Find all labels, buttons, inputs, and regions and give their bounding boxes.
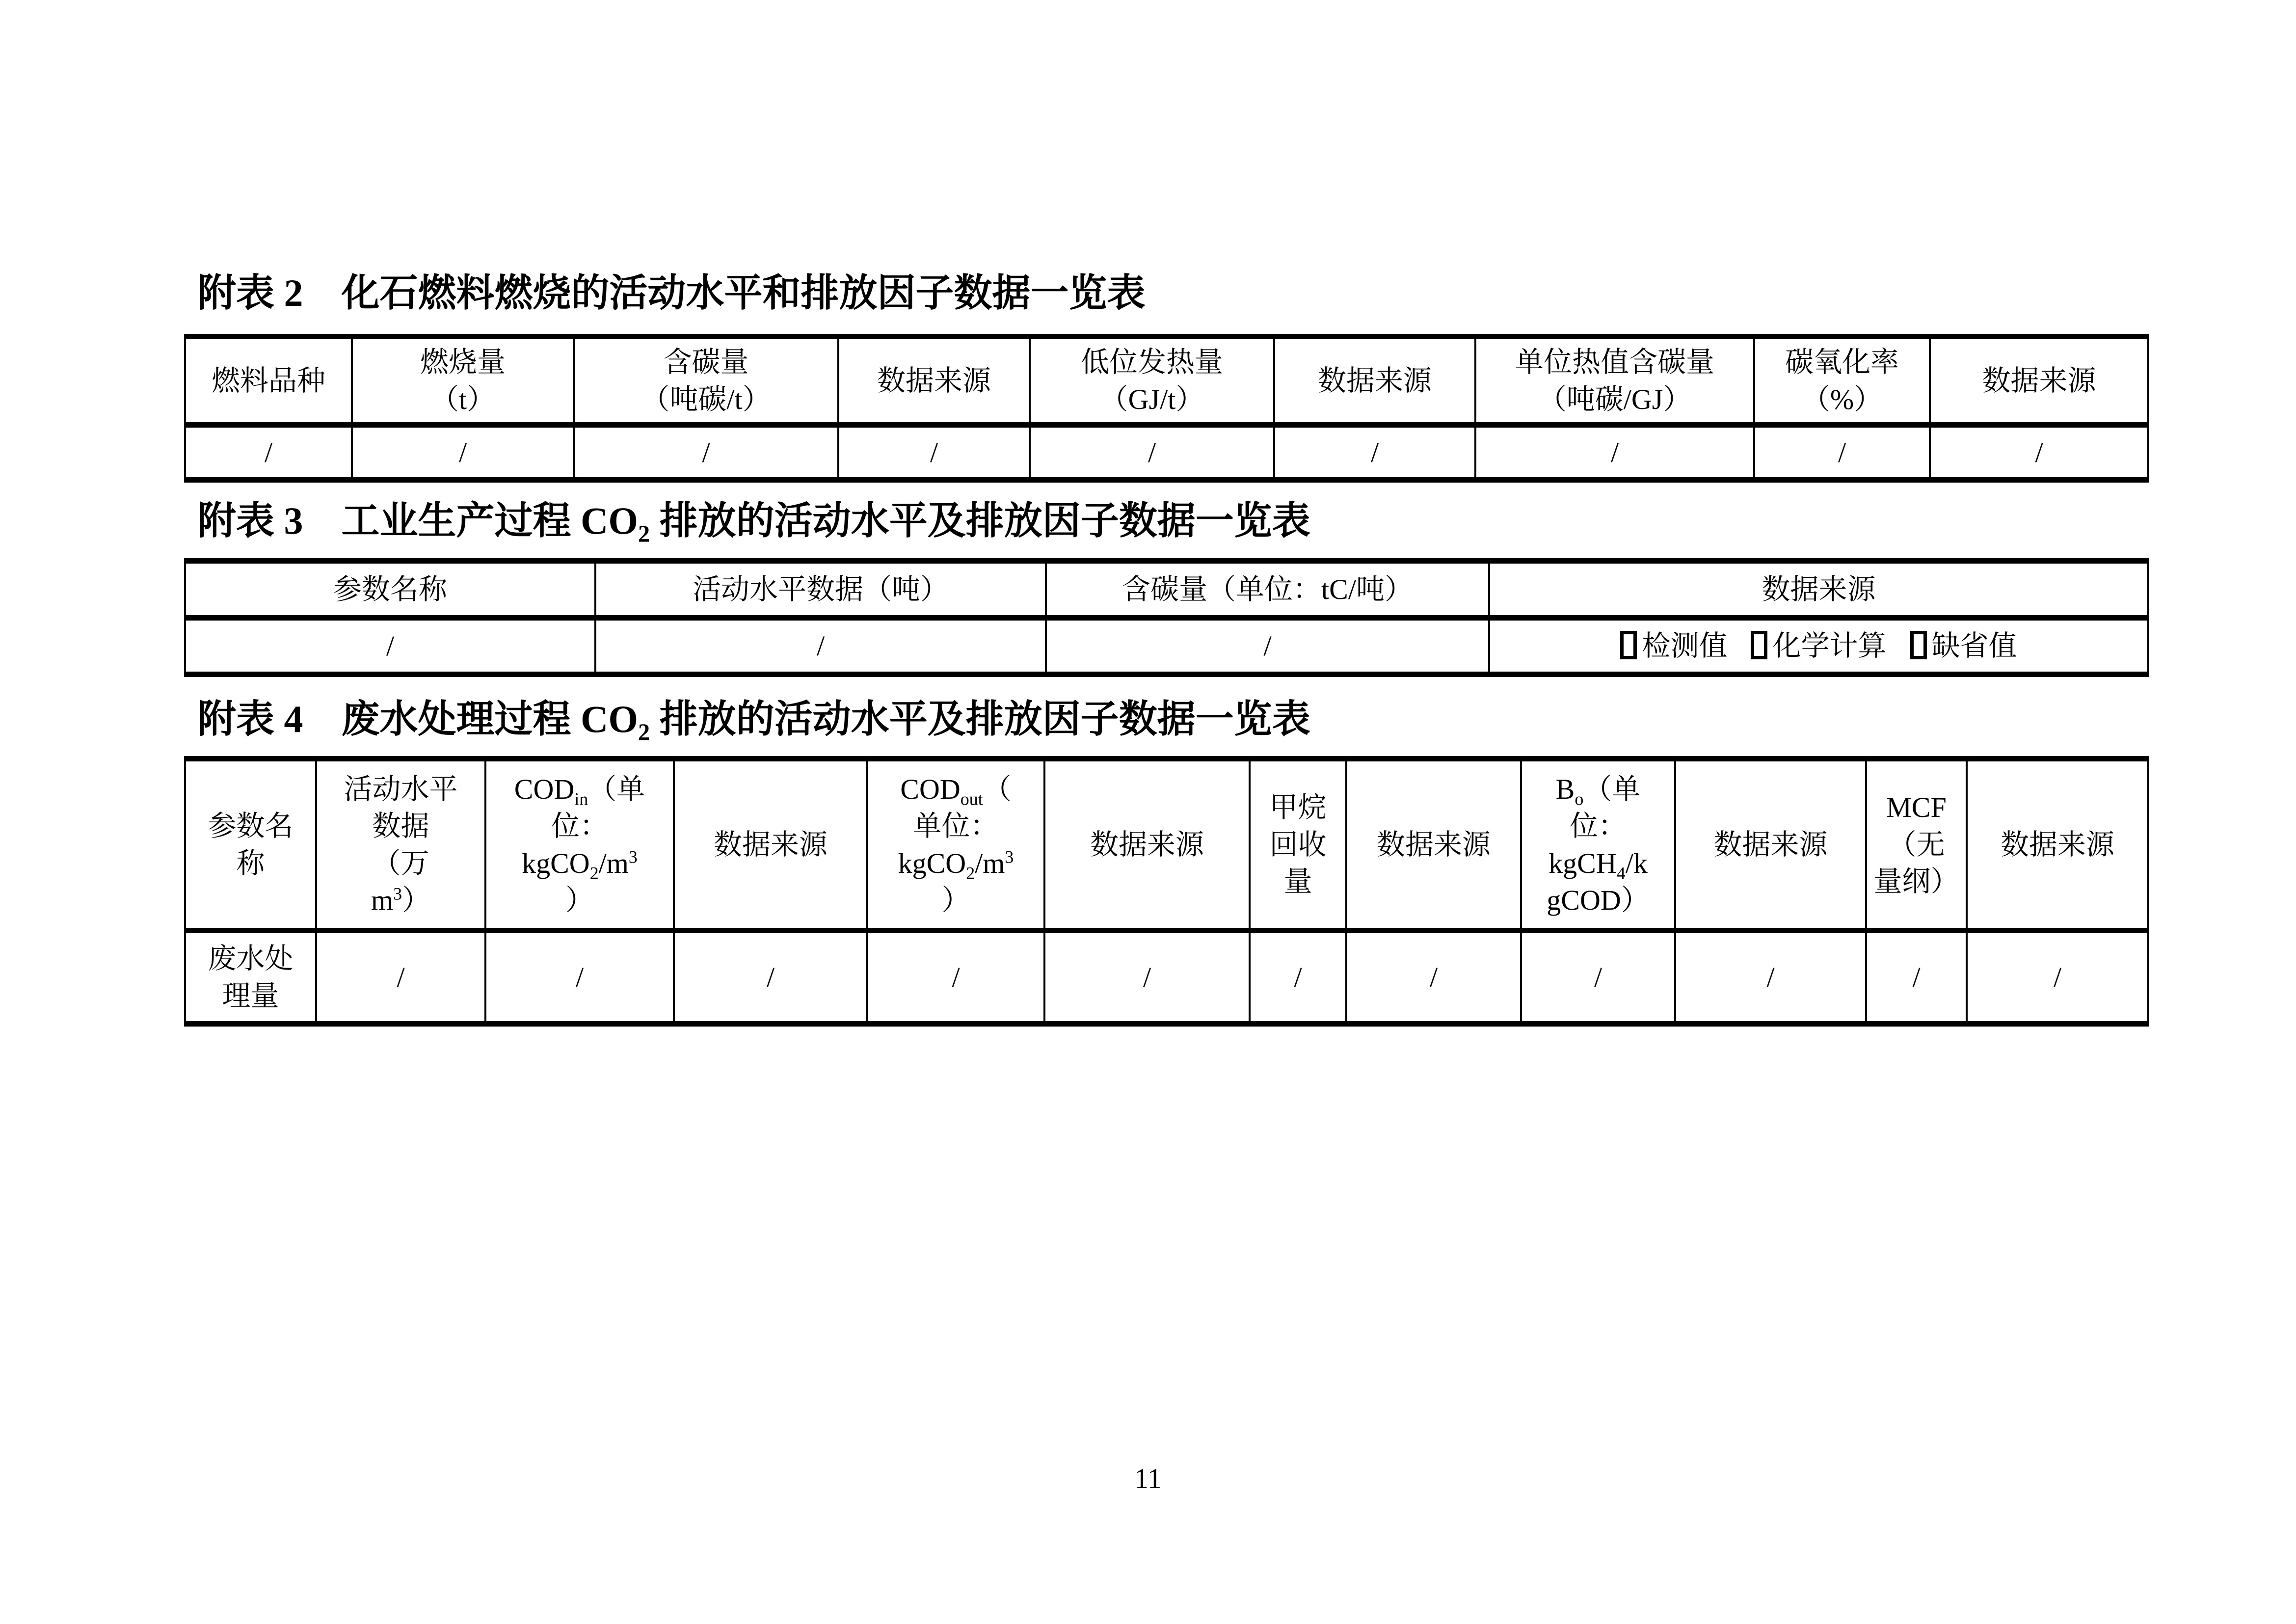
table-wastewater-treatment-co2 <box>184 756 2149 1027</box>
cod-in-header: $COD_{in}$（单 位： $kgCO_2/m^3$ ） <box>485 759 674 931</box>
source-option-label: 化学计算 <box>1772 630 1887 662</box>
empty-value-cell: / <box>185 618 595 675</box>
empty-value-cell: / <box>1930 425 2148 480</box>
data-source-header: 数据来源 <box>1346 759 1521 931</box>
empty-value-cell: / <box>1046 618 1489 675</box>
empty-value-cell: / <box>1044 931 1250 1024</box>
empty-value-cell: / <box>316 931 485 1024</box>
table-row <box>185 425 2148 480</box>
table-header-row <box>185 337 2148 425</box>
checkbox-icon[interactable] <box>1910 631 1927 659</box>
fuel-type-header: 燃料品种 <box>185 337 352 425</box>
page-number: 11 <box>1134 1462 1162 1494</box>
empty-value-cell: / <box>838 425 1030 480</box>
empty-value-cell: / <box>1250 931 1346 1024</box>
wastewater-treatment-label: 废水处 理量 <box>185 931 316 1024</box>
table-row <box>185 618 2148 675</box>
cod-out-header: $COD_{out}$（ 单位： $kgCO_2/m^3$ ） <box>867 759 1044 931</box>
data-source-header: 数据来源 <box>1675 759 1866 931</box>
empty-value-cell: / <box>1475 425 1754 480</box>
table-header-row <box>185 759 2148 931</box>
empty-value-cell: / <box>1521 931 1675 1024</box>
empty-value-cell: / <box>595 618 1046 675</box>
table-row <box>185 931 2148 1024</box>
empty-value-cell: / <box>1346 931 1521 1024</box>
empty-value-cell: / <box>1030 425 1274 480</box>
activity-data-header: 活动水平 数据 （万 $m^3$） <box>316 759 485 931</box>
source-option-label: 缺省值 <box>1931 630 2017 662</box>
table-fossil-fuel-combustion <box>184 334 2149 483</box>
empty-value-cell: / <box>1754 425 1930 480</box>
param-name-header: 参数名称 <box>185 561 595 618</box>
source-option-chemical-calc <box>1751 627 1886 664</box>
data-source-header: 数据来源 <box>1967 759 2148 931</box>
data-source-header: 数据来源 <box>1274 337 1475 425</box>
table3-title: 附表 3 工业生产过程 $CO_2$ 排放的活动水平及排放因子数据一览表 <box>198 499 1310 547</box>
combustion-amount-header: 燃烧量 （t） <box>352 337 574 425</box>
empty-value-cell: / <box>185 425 352 480</box>
empty-value-cell: / <box>674 931 867 1024</box>
carbon-content-header: 含碳量（单位：tC/吨） <box>1046 561 1489 618</box>
checkbox-icon[interactable] <box>1620 631 1637 659</box>
source-option-detection <box>1620 627 1727 664</box>
carbon-oxidation-rate-header: 碳氧化率 （%） <box>1754 337 1930 425</box>
empty-value-cell: / <box>867 931 1044 1024</box>
empty-value-cell: / <box>574 425 838 480</box>
carbon-content-header: 含碳量 （吨碳/t） <box>574 337 838 425</box>
data-source-header: 数据来源 <box>1489 561 2148 618</box>
empty-value-cell: / <box>1967 931 2148 1024</box>
source-option-default-value <box>1910 627 2017 664</box>
unit-heat-carbon-header: 单位热值含碳量 （吨碳/GJ） <box>1475 337 1754 425</box>
source-option-label: 检测值 <box>1642 630 1728 662</box>
table-industrial-process-co2 <box>184 558 2149 677</box>
data-source-header: 数据来源 <box>674 759 867 931</box>
bo-header: $B_o$（单 位： kgCH$_4$/k gCOD） <box>1521 759 1675 931</box>
methane-recovery-header: 甲烷 回收 量 <box>1250 759 1346 931</box>
data-source-header: 数据来源 <box>1044 759 1250 931</box>
low-heating-value-header: 低位发热量 （GJ/t） <box>1030 337 1274 425</box>
data-source-header: 数据来源 <box>838 337 1030 425</box>
table-header-row <box>185 561 2148 618</box>
checkbox-icon[interactable] <box>1751 631 1767 659</box>
empty-value-cell: / <box>1866 931 1967 1024</box>
param-name-header: 参数名 称 <box>185 759 316 931</box>
empty-value-cell: / <box>1675 931 1866 1024</box>
empty-value-cell: / <box>352 425 574 480</box>
activity-data-header: 活动水平数据（吨） <box>595 561 1046 618</box>
table2-title: 附表 2 化石燃料燃烧的活动水平和排放因子数据一览表 <box>198 271 1146 314</box>
table4-title: 附表 4 废水处理过程 $CO_2$ 排放的活动水平及排放因子数据一览表 <box>198 698 1310 746</box>
mcf-header: MCF （无 量纲） <box>1866 759 1967 931</box>
data-source-header: 数据来源 <box>1930 337 2148 425</box>
empty-value-cell: / <box>485 931 674 1024</box>
data-source-options-cell <box>1489 618 2148 675</box>
empty-value-cell: / <box>1274 425 1475 480</box>
